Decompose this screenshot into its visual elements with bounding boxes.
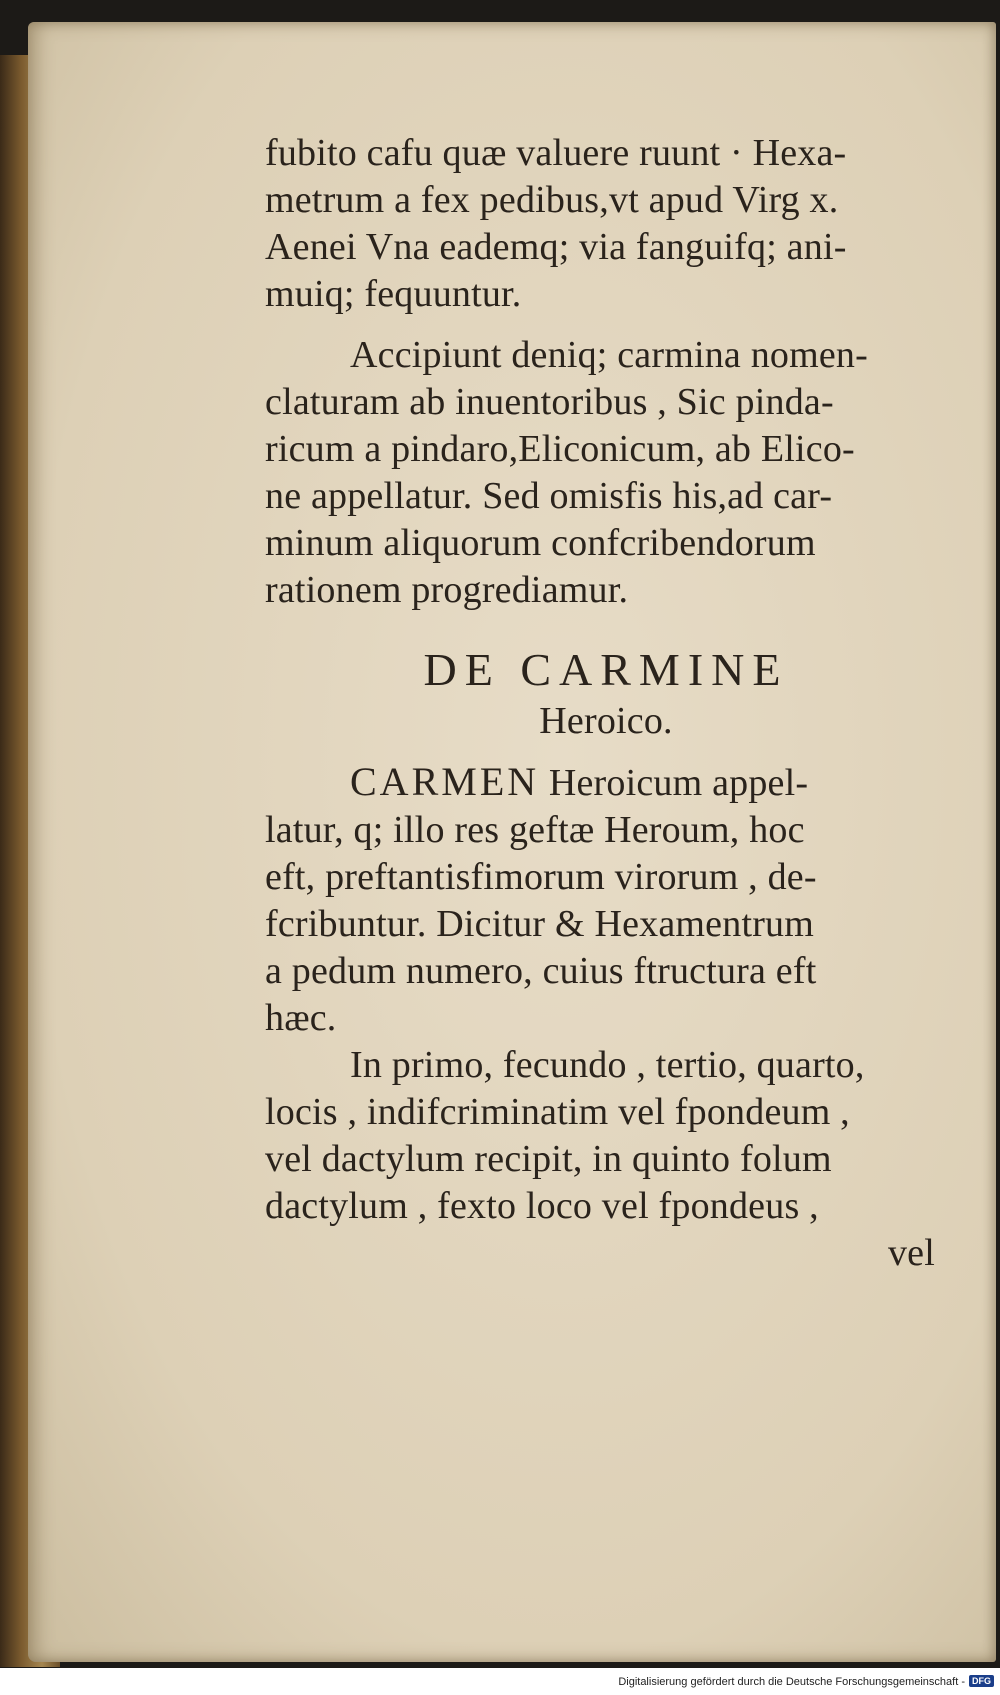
paragraph-2 (265, 332, 947, 614)
text-line: latur, q; illo res geftæ Heroum, hoc (265, 809, 805, 851)
footer-bar (0, 1671, 1000, 1695)
text-line: In primo, fecundo , tertio, quarto, (350, 1044, 865, 1086)
paragraph-1 (265, 130, 947, 318)
section-heading: DE CARMINE (423, 644, 789, 695)
paragraph-4 (265, 1042, 947, 1230)
text-line: rationem progrediamur. (265, 569, 629, 611)
text-line: locis , indifcriminatim vel fpondeum , (265, 1091, 850, 1133)
text-line: fcribuntur. Dicitur & Hexamentrum (265, 903, 815, 945)
text-line-rest: Heroicum appel- (539, 762, 809, 804)
text-line: dactylum , fexto loco vel fpondeus , (265, 1185, 819, 1227)
text-line: claturam ab inuentoribus , Sic pinda- (265, 381, 834, 423)
text-line: a pedum numero, cuius ftructura eft (265, 950, 817, 992)
text-line: muiq; fequuntur. (265, 273, 522, 315)
text-line-first (265, 758, 947, 807)
text-line: ne appellatur. Sed omisfis his,ad car- (265, 475, 833, 517)
text-line: minum aliquorum confcribendorum (265, 522, 816, 564)
catchword: vel (887, 1232, 935, 1274)
text-line: ricum a pindaro,Eliconicum, ab Elico- (265, 428, 855, 470)
text-line: metrum a fex pedibus,vt apud Virg x. (265, 179, 839, 221)
section-subheading: Heroico. (539, 700, 673, 742)
text-line: fubito cafu quæ valuere ruunt · Hexa- (265, 132, 847, 174)
page-text (265, 130, 947, 1277)
text-line: Aenei Vna eademq; via fanguifq; ani- (265, 226, 847, 268)
text-line: Accipiunt deniq; carmina nomen- (350, 334, 868, 376)
initial-capitals: CARMEN (350, 759, 540, 804)
text-line: vel dactylum recipit, in quinto folum (265, 1138, 832, 1180)
text-line: eft, preftantisfimorum virorum , de- (265, 856, 817, 898)
text-line: hæc. (265, 997, 337, 1039)
dfg-logo: DFG (969, 1675, 994, 1687)
footer-credit: Digitalisierung gefördert durch die Deutsche Forschungsgemeinschaft - (618, 1676, 965, 1688)
paragraph-3 (265, 758, 947, 1042)
